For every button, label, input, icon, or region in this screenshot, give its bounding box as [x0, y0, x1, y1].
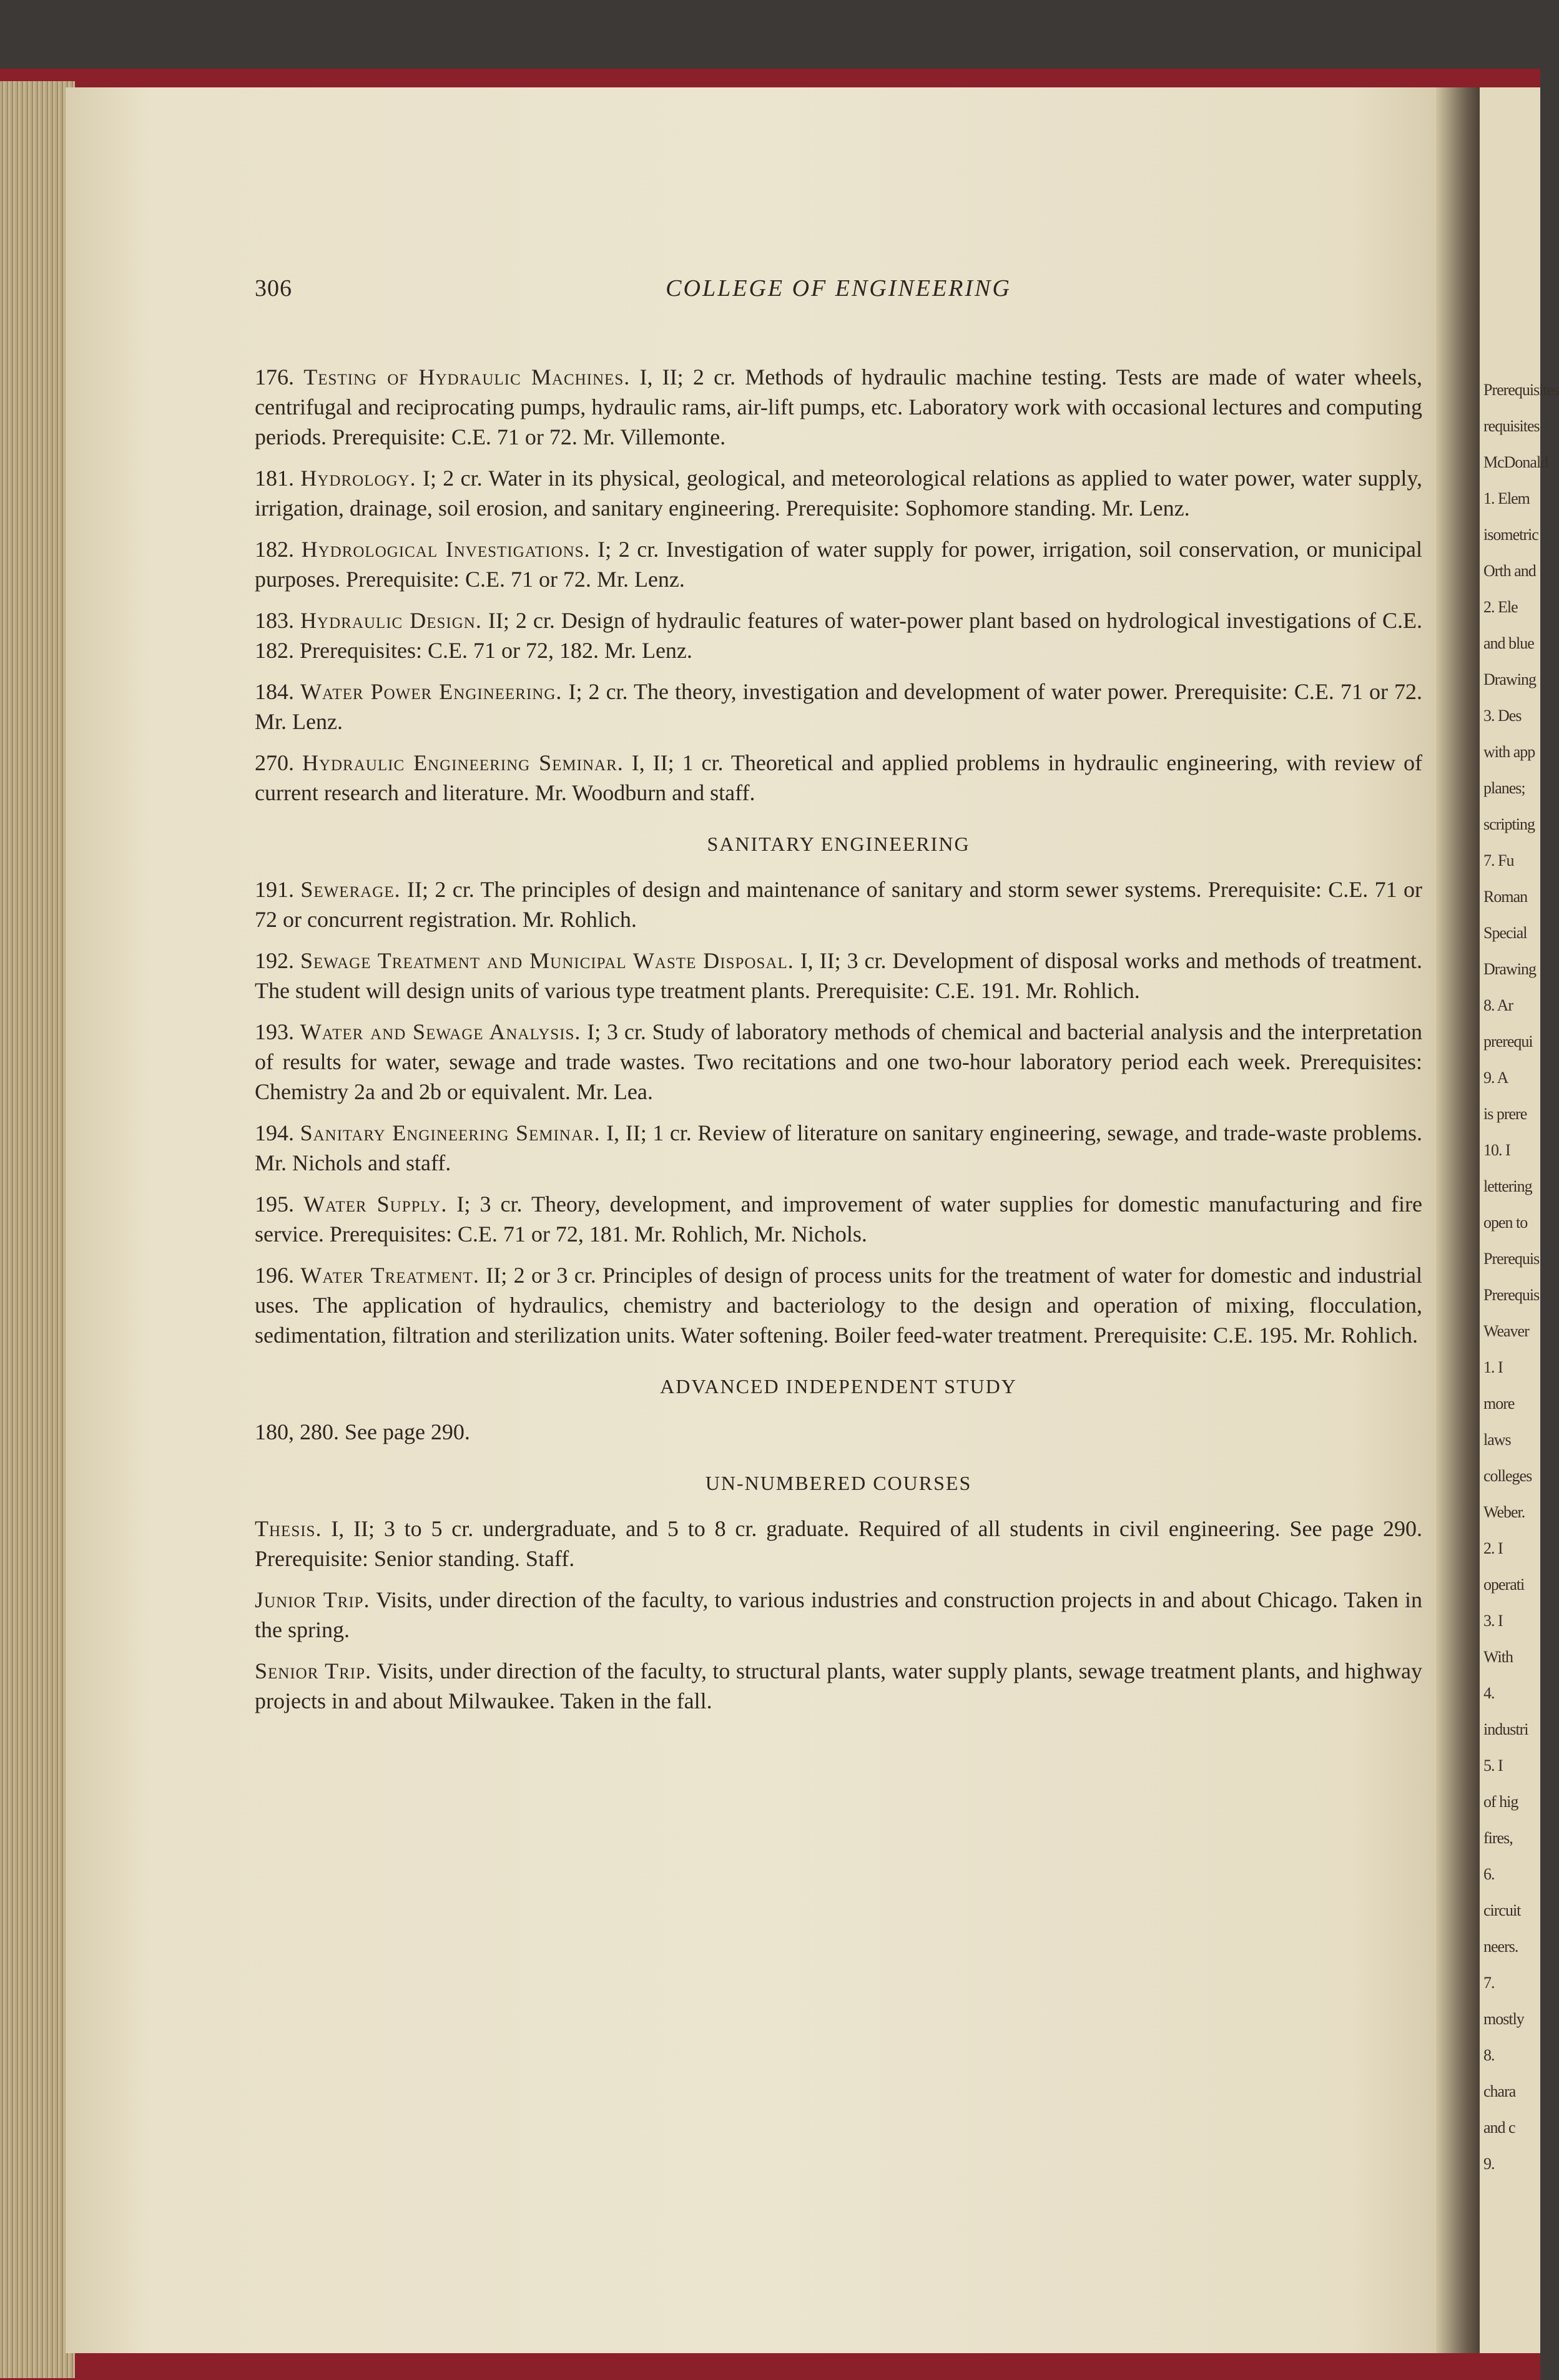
adjacent-page-fragment: mostly	[1483, 2010, 1524, 2028]
adjacent-page-fragment: Special	[1483, 924, 1527, 942]
course-entry: 181. Hydrology. I; 2 cr. Water in its physical, geological, and meteorological relations as applied to water power, water supply, irrigation, drainage, soil erosion, and sanitary engineering. Prerequisite: Sophomore standing. Mr. Lenz.	[255, 466, 1422, 521]
adjacent-page-fragment: 6.	[1483, 1865, 1495, 1883]
adjacent-page-fragment: 9. A	[1483, 1069, 1508, 1087]
adjacent-page-fragment: colleges	[1483, 1467, 1532, 1485]
course-entry: Senior Trip. Visits, under direction of the faculty, to structural plants, water supply plants, sewage treatment plants, and highway projects in and about Milwaukee. Taken in the fall.	[255, 1658, 1422, 1713]
unnumbered-course-list	[255, 1514, 1422, 1716]
adjacent-page-fragment: Prerequisites	[1483, 381, 1559, 399]
course-entry: 183. Hydraulic Design. II; 2 cr. Design of hydraulic features of water-power plant based on hydrological investigations of C.E. 182. Prerequisites: C.E. 71 or 72, 182. Mr. Lenz.	[255, 608, 1423, 663]
adjacent-page-fragment: Roman	[1483, 888, 1528, 906]
adjacent-page-fragment: scripting	[1483, 815, 1535, 833]
page-edges	[0, 81, 75, 2378]
advanced-study-heading: ADVANCED INDEPENDENT STUDY	[660, 1375, 1017, 1398]
course-entry: 195. Water Supply. I; 3 cr. Theory, development, and improvement of water supplies for domestic manufacturing and fire service. Prerequisites: C.E. 71 or 72, 181. Mr. Rohlich, Mr. Nichols.	[255, 1192, 1423, 1246]
adjacent-page-fragment: 8.	[1483, 2046, 1495, 2064]
adjacent-page-fragment: industri	[1483, 1720, 1528, 1738]
adjacent-page-fragment: open to	[1483, 1213, 1528, 1232]
course-entry: 176. Testing of Hydraulic Machines. I, II; 2 cr. Methods of hydraulic machine testing. Tests are made of water wheels, centrifugal and reciprocating pumps, hydraulic rams, air-lift pumps, etc. Laboratory work with occasional lectures and computing periods. Prerequisite: C.E. 71 or 72. Mr. Villemonte.	[255, 365, 1423, 449]
adjacent-page-fragment: of hig	[1483, 1793, 1518, 1811]
adjacent-page-fragment: Weaver	[1483, 1322, 1529, 1340]
adjacent-page-fragment: neers.	[1483, 1937, 1518, 1956]
course-entry: 192. Sewage Treatment and Municipal Waste Disposal. I, II; 3 cr. Development of disposal works and methods of treatment. The student will design units of various type treatment plants. Prerequisite: C.E. 191. Mr. Rohlich.	[255, 948, 1423, 1003]
adjacent-page-fragment: 5. I	[1483, 1756, 1503, 1775]
adjacent-page-fragment: Drawing	[1483, 960, 1536, 978]
course-entry: 194. Sanitary Engineering Seminar. I, II; 1 cr. Review of literature on sanitary engineering, sewage, and trade-waste problems. Mr. Nichols and staff.	[255, 1120, 1423, 1175]
adjacent-page-fragment: lettering	[1483, 1177, 1532, 1195]
adjacent-page-fragment: 8. Ar	[1483, 996, 1513, 1014]
course-entry: 191. Sewerage. II; 2 cr. The principles of design and maintenance of sanitary and storm sewer systems. Prerequisite: C.E. 71 or 72 or concurrent registration. Mr. Rohlich.	[255, 877, 1423, 932]
adjacent-page-fragment: 4.	[1483, 1684, 1495, 1702]
adjacent-page-fragment: Weber.	[1483, 1503, 1525, 1521]
adjacent-page-fragment: fires,	[1483, 1829, 1513, 1847]
adjacent-page-fragment: requisites	[1483, 417, 1540, 435]
adjacent-page-edge	[1480, 87, 1559, 2353]
unnumbered-courses-heading: UN-NUMBERED COURSES	[705, 1472, 972, 1494]
course-entry: 184. Water Power Engineering. I; 2 cr. The theory, investigation and development of water power. Prerequisite: C.E. 71 or 72. Mr. Lenz.	[255, 679, 1423, 734]
adjacent-page-fragment: operati	[1483, 1575, 1525, 1594]
running-head: COLLEGE OF ENGINEERING	[666, 275, 1011, 301]
page-number: 306	[255, 275, 292, 301]
page-content	[255, 262, 1422, 1727]
adjacent-page-fragment: is prere	[1483, 1105, 1527, 1123]
sanitary-engineering-heading: SANITARY ENGINEERING	[707, 833, 970, 855]
adjacent-page-fragment: 9.	[1483, 2155, 1495, 2173]
course-entry: 196. Water Treatment. II; 2 or 3 cr. Principles of design of process units for the treatment of water for domestic and industrial uses. The application of hydraulics, chemistry and bacteriology to the design and operation of mixing, flocculation, sedimentation, filtration and sterilization units. Water softening. Boiler feed-water treatment. Prerequisite: C.E. 195. Mr. Rohlich.	[255, 1263, 1423, 1348]
adjacent-page-fragment: laws	[1483, 1431, 1511, 1449]
adjacent-page-fragment: chara	[1483, 2082, 1516, 2100]
adjacent-page-fragment: 10. I	[1483, 1141, 1510, 1159]
adjacent-page-fragment: 1. I	[1483, 1358, 1503, 1376]
adjacent-page-fragment: Orth and	[1483, 562, 1536, 580]
adjacent-page-fragment: isometric	[1483, 526, 1538, 544]
adjacent-page-fragment: Prerequis	[1483, 1250, 1540, 1268]
course-entry: 270. Hydraulic Engineering Seminar. I, II; 1 cr. Theoretical and applied problems in hydraulic engineering, with review of current research and literature. Mr. Woodburn and staff.	[255, 750, 1423, 805]
adjacent-page-fragment: With	[1483, 1648, 1513, 1666]
adjacent-page-fragment: 3. I	[1483, 1612, 1503, 1630]
adjacent-page-fragment: prerequi	[1483, 1032, 1533, 1050]
adjacent-page-fragment: more	[1483, 1394, 1515, 1413]
adjacent-page-fragment: planes;	[1483, 779, 1525, 797]
course-entry: Junior Trip. Visits, under direction of the faculty, to various industries and construction projects in and about Chicago. Taken in the spring.	[255, 1587, 1422, 1642]
adjacent-page-fragment: 3. Des	[1483, 707, 1522, 725]
course-entry: 182. Hydrological Investigations. I; 2 cr. Investigation of water supply for power, irrigation, soil conservation, or municipal purposes. Prerequisite: C.E. 71 or 72. Mr. Lenz.	[255, 537, 1423, 592]
adjacent-page-fragment: 7.	[1483, 1974, 1495, 1992]
course-entry: Thesis. I, II; 3 to 5 cr. undergraduate, and 5 to 8 cr. graduate. Required of all students in civil engineering. See page 290. Prerequisite: Senior standing. Staff.	[255, 1516, 1422, 1571]
adjacent-page-fragment: circuit	[1483, 1901, 1521, 1919]
adjacent-page-fragment: 7. Fu	[1483, 851, 1514, 869]
adjacent-page-fragment: 2. Ele	[1483, 598, 1518, 616]
advanced-study-text: 180, 280. See page 290.	[255, 1419, 470, 1444]
adjacent-page-fragment: with app	[1483, 743, 1535, 761]
adjacent-page-fragment: and blue	[1483, 634, 1534, 652]
book-gutter	[1436, 87, 1486, 2353]
adjacent-page-fragment: McDonald	[1483, 453, 1548, 471]
page-header	[255, 262, 1422, 312]
adjacent-page-fragment: and c	[1483, 2118, 1515, 2137]
sanitary-course-list	[255, 874, 1422, 1350]
adjacent-page-fragment: Drawing	[1483, 670, 1536, 688]
adjacent-page-fragment: 1. Elem	[1483, 489, 1530, 507]
adjacent-page-fragment: 2. I	[1483, 1539, 1503, 1557]
adjacent-page-fragment: Prerequis	[1483, 1286, 1540, 1304]
course-entry: 193. Water and Sewage Analysis. I; 3 cr. Study of laboratory methods of chemical and bacterial analysis and the interpretation of results for water, sewage and trade wastes. Two recitations and one two-hour laboratory period each week. Prerequisites: Chemistry 2a and 2b or equivalent. Mr. Lea.	[255, 1019, 1423, 1104]
hydraulics-course-list	[255, 362, 1422, 808]
